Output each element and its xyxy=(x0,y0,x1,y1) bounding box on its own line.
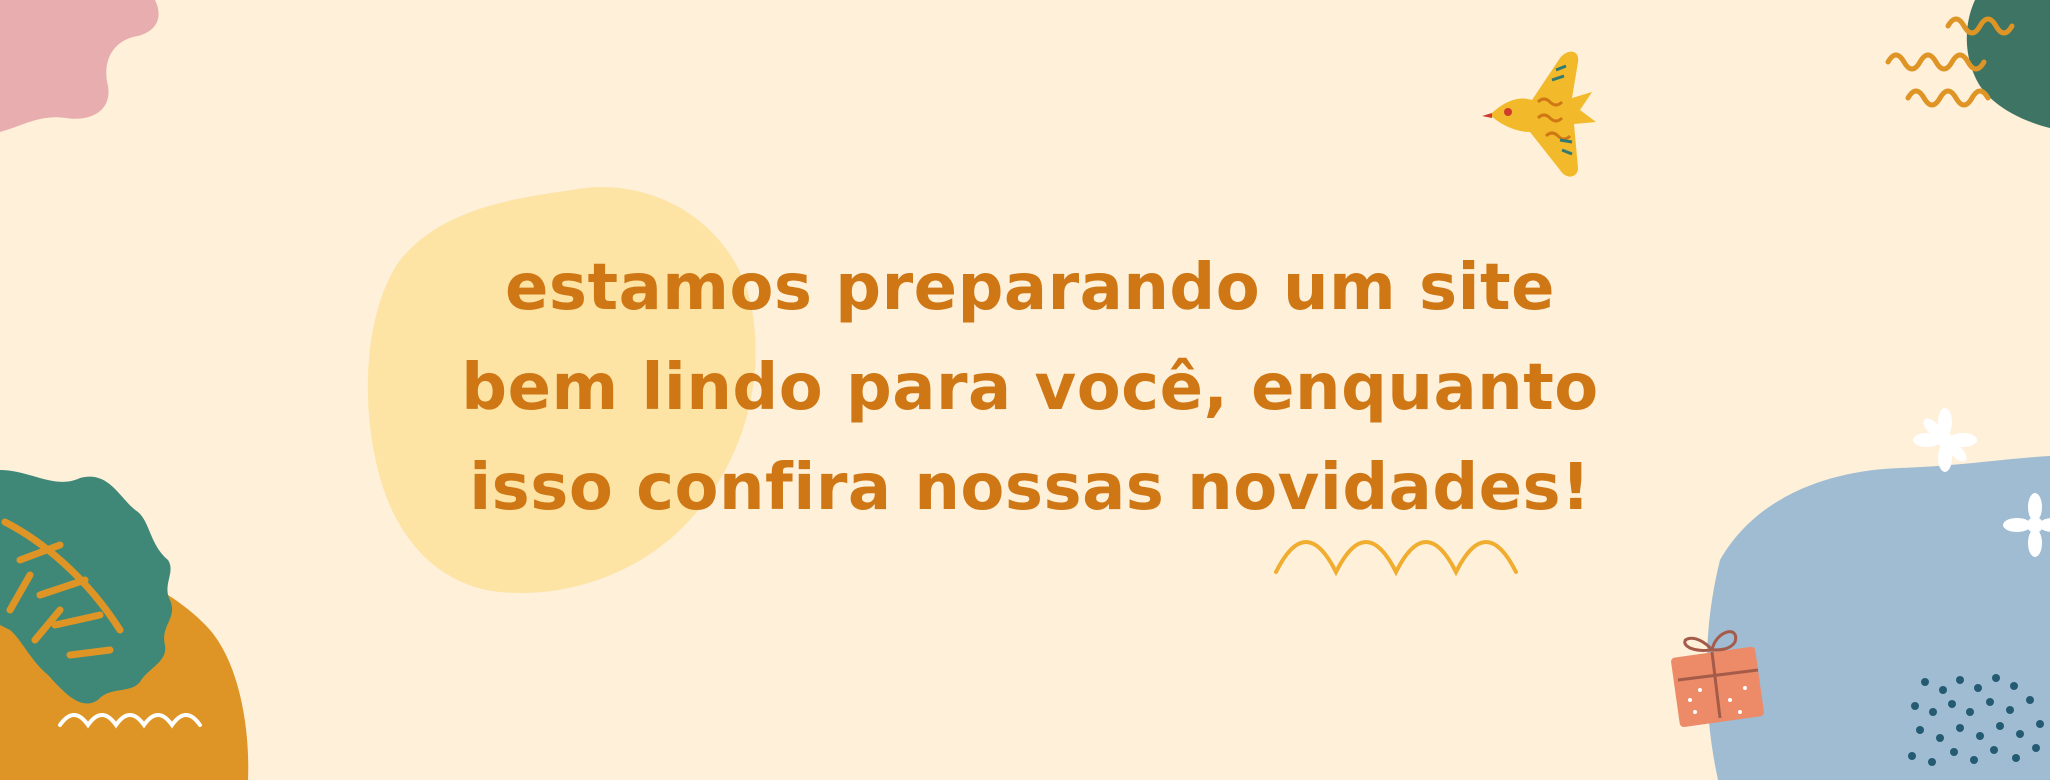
headline-line-2: bem lindo para você, enquanto xyxy=(461,351,1599,425)
headline-line-3: isso confira nossas novidades! xyxy=(469,451,1591,525)
blue-blob-icon xyxy=(1707,456,2050,780)
squiggle-icon xyxy=(1888,0,2050,128)
headline-message xyxy=(360,238,1700,538)
pink-blob-icon xyxy=(0,0,159,132)
bird-icon xyxy=(1482,52,1596,177)
arches-icon xyxy=(1276,542,1516,572)
headline-line-1: estamos preparando um site xyxy=(504,251,1556,325)
